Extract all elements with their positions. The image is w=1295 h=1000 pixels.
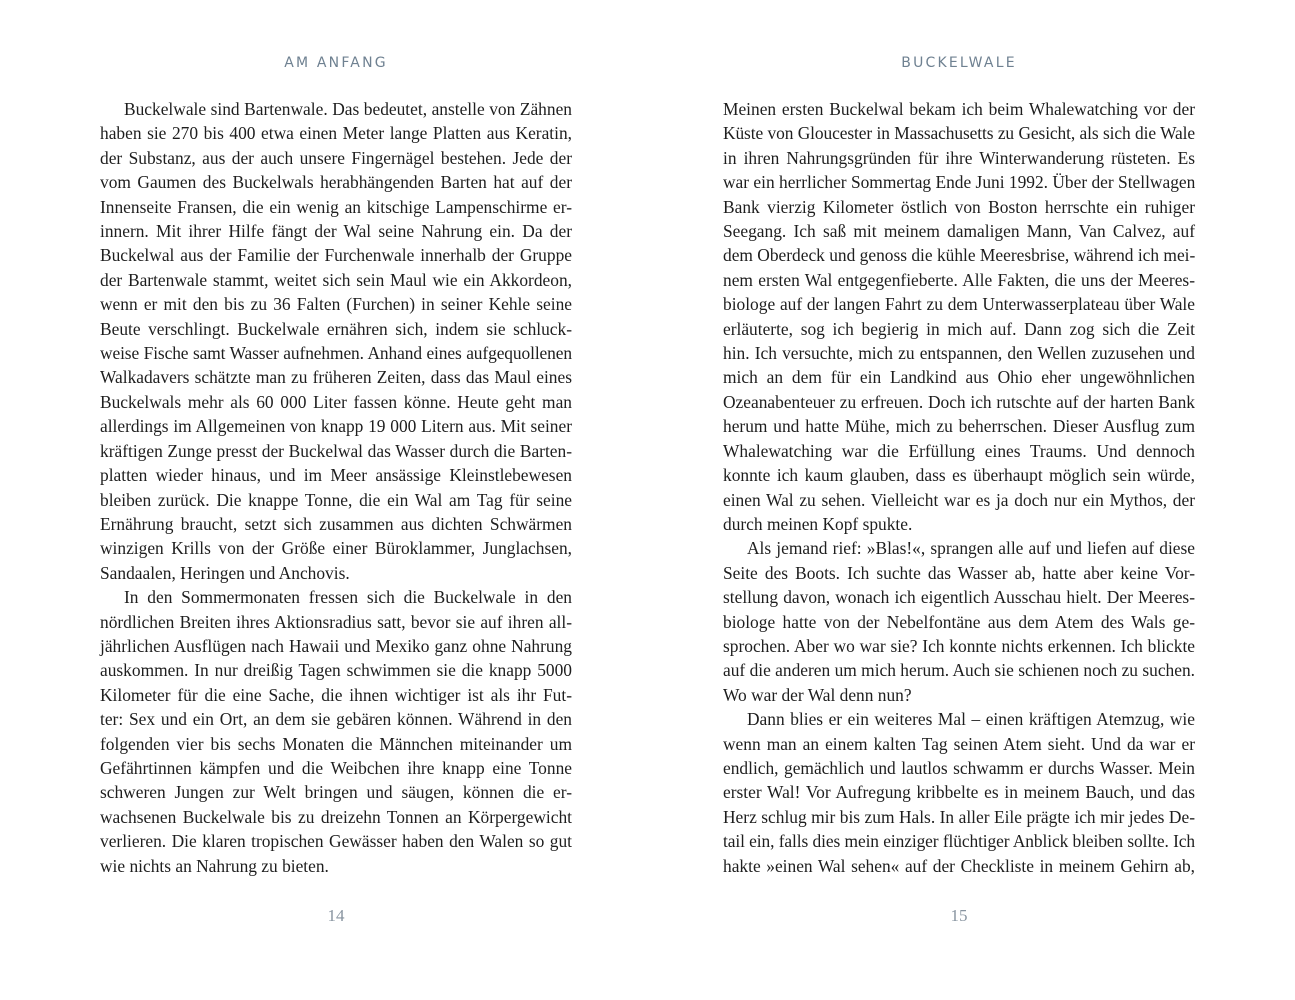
text-line: schweren Jungen zur Welt bringen und säugen, können die er-	[100, 782, 572, 803]
text-line: innern. Mit ihrer Hilfe fängt der Wal seine Nahrung ein. Da der	[100, 221, 572, 242]
text-line: in ihren Nahrungsgründen für ihre Winterwanderung rüsteten. Es	[723, 147, 1195, 168]
text-line: haben sie 270 bis 400 etwa einen Meter lange Platten aus Keratin,	[100, 123, 572, 144]
text-line: endlich, gemächlich und lautlos schwamm er durchs Wasser. Mein	[723, 757, 1195, 778]
text-line: dem Oberdeck und genoss die kühle Meeresbrise, während ich mei-	[723, 245, 1196, 266]
text-line: wachsenen Buckelwale bis zu dreizehn Tonnen an Körpergewicht	[100, 806, 572, 827]
text-line: Herz schlug mir bis zum Hals. In aller Eile prägte ich mir jedes De-	[723, 806, 1195, 827]
text-line: Bank vierzig Kilometer östlich von Boston herrschte ein ruhiger	[723, 196, 1195, 217]
text-line: verlieren. Die klaren tropischen Gewässer haben den Walen so gut	[100, 831, 572, 852]
text-line: Ozeanabenteuer zu erfreuen. Doch ich rutschte auf der harten Bank	[723, 391, 1195, 412]
text-line: Whalewatching war die Erfüllung eines Traums. Und dennoch	[723, 440, 1195, 461]
text-line: Ernährung braucht, setzt sich zusammen aus dichten Schwärmen	[100, 513, 572, 534]
text-line: durch meinen Kopf spukte.	[723, 513, 913, 534]
text-line: Gefährtinnen kämpfen und die Weibchen ihre knapp eine Tonne	[100, 757, 572, 778]
text-line: erster Wal! Vor Aufregung kribbelte es in meinem Bauch, und das	[723, 782, 1195, 803]
text-line: erläuterte, sog ich begierig in mich auf. Dann zog sich die Zeit	[723, 318, 1195, 339]
left-page	[100, 0, 572, 1000]
right-page	[723, 0, 1195, 1000]
text-line: auskommen. In nur dreißig Tagen schwimmen sie die knapp 5000	[100, 660, 572, 681]
text-line: nördlichen Breiten ihres Aktionsradius satt, bevor sie auf ihren all-	[100, 611, 572, 632]
text-line: Seegang. Ich saß mit meinem damaligen Mann, Van Calvez, auf	[723, 221, 1195, 242]
paragraph	[100, 97, 572, 585]
text-line: wie nichts an Nahrung zu bieten.	[100, 855, 329, 876]
text-line: vom Gaumen des Buckelwals herabhängenden Barten hat auf der	[100, 172, 572, 193]
text-line: Sandaalen, Heringen und Anchovis.	[100, 562, 350, 583]
text-line: der Substanz, aus der auch unsere Fingernägel bestehen. Jede der	[100, 147, 572, 168]
text-line: Walkadavers schätzte man zu früheren Zeiten, dass das Maul eines	[100, 367, 572, 388]
text-line: kräftigen Zunge presst der Buckelwal das Wasser durch die Barten-	[100, 440, 572, 461]
paragraph	[100, 585, 572, 878]
text-line: Buckelwale sind Bartenwale. Das bedeutet, anstelle von Zähnen	[124, 99, 572, 119]
text-line: Kilometer für die eine Sache, die ihnen wichtiger ist als ihr Fut-	[100, 684, 572, 705]
text-line: einen Wal zu sehen. Vielleicht war es ja doch nur ein Mythos, der	[723, 489, 1195, 510]
text-line: Als jemand rief: »Blas!«, sprangen alle auf und liefen auf diese	[747, 538, 1195, 559]
text-line: Buckelwals mehr als 60 000 Liter fassen könne. Heute geht man	[100, 391, 572, 412]
running-head: BUCKELWALE	[901, 55, 1017, 71]
text-line: biologe auf der langen Fahrt zu dem Unterwasserplateau über Wale	[723, 294, 1195, 315]
text-line: herum und hatte Mühe, mich zu beherrschen. Dieser Ausflug zum	[723, 416, 1195, 437]
text-line: wenn er mit den bis zu 36 Falten (Furchen) in seiner Kehle seine	[100, 294, 572, 315]
text-line: Innenseite Fransen, die ein wenig an kitschige Lampenschirme er-	[100, 196, 572, 217]
text-line: weise Fische samt Wasser aufnehmen. Anhand eines aufgequollenen	[100, 343, 572, 364]
text-line: hakte »einen Wal sehen« auf der Checkliste in meinem Gehirn ab,	[723, 855, 1195, 876]
text-line: Wo war der Wal denn nun?	[723, 684, 912, 705]
paragraph	[723, 707, 1195, 878]
text-line: Beute verschlingt. Buckelwale ernähren sich, indem sie schluck-	[100, 318, 572, 339]
text-line: mich an dem für ein Landkind aus Ohio eher ungewöhnlichen	[723, 367, 1195, 388]
running-head: AM ANFANG	[284, 55, 388, 71]
text-line: In den Sommermonaten fressen sich die Buckelwale in den	[124, 587, 572, 608]
text-line: Buckelwal aus der Familie der Furchenwale innerhalb der Gruppe	[100, 245, 572, 266]
text-line: auf die anderen um mich herum. Auch sie schienen noch zu suchen.	[723, 660, 1195, 681]
text-line: platten wieder hinaus, und im Meer ansässige Kleinstlebewesen	[100, 465, 572, 486]
text-line: Dann blies er ein weiteres Mal – einen kräftigen Atemzug, wie	[747, 709, 1195, 730]
text-line: Seite des Boots. Ich suchte das Wasser ab, hatte aber keine Vor-	[723, 562, 1195, 583]
text-line: allerdings im Allgemeinen von knapp 19 000 Litern aus. Mit seiner	[100, 416, 572, 437]
page-number: 15	[950, 906, 968, 925]
text-line: nem ersten Wal entgegenfieberte. Alle Fakten, die uns der Meeres-	[723, 269, 1195, 290]
body-text	[723, 97, 1195, 878]
body-text	[100, 97, 572, 878]
page-number: 14	[327, 906, 345, 925]
text-line: wenn man an einem kalten Tag seinen Atem sieht. Und da war er	[723, 733, 1195, 754]
text-line: stellung davon, wonach ich eigentlich Ausschau hielt. Der Meeres-	[723, 587, 1195, 608]
text-line: konnte ich kaum glauben, dass es überhaupt möglich sein würde,	[723, 465, 1195, 486]
text-line: sprochen. Aber wo war sie? Ich konnte nichts erkennen. Ich blickte	[723, 635, 1195, 656]
paragraph	[723, 97, 1195, 536]
text-line: hin. Ich versuchte, mich zu entspannen, den Wellen zuzusehen und	[723, 343, 1195, 364]
paragraph	[723, 536, 1195, 707]
text-line: tail ein, falls dies mein einziger flüchtiger Anblick bleiben sollte. Ich	[723, 831, 1195, 852]
text-line: Küste von Gloucester in Massachusetts zu Gesicht, als sich die Wale	[723, 123, 1195, 144]
text-line: biologe hatte von der Nebelfontäne aus dem Atem des Wals ge-	[723, 611, 1195, 632]
text-line: bleiben zurück. Die knappe Tonne, die ein Wal am Tag für seine	[100, 489, 572, 510]
text-line: Meinen ersten Buckelwal bekam ich beim Whalewatching vor der	[723, 99, 1195, 119]
text-line: der Bartenwale stammt, weitet sich sein Maul wie ein Akkordeon,	[100, 269, 572, 290]
text-line: ter: Sex und ein Ort, an dem sie gebären können. Während in den	[100, 709, 572, 730]
text-line: winzigen Krills von der Größe einer Büroklammer, Junglachsen,	[100, 538, 572, 559]
text-line: jährlichen Ausflügen nach Hawaii und Mexiko ganz ohne Nahrung	[100, 635, 572, 656]
text-line: folgenden vier bis sechs Monaten die Männchen miteinander um	[100, 733, 572, 754]
text-line: war ein herrlicher Sommertag Ende Juni 1992. Über der Stellwagen	[723, 172, 1196, 193]
